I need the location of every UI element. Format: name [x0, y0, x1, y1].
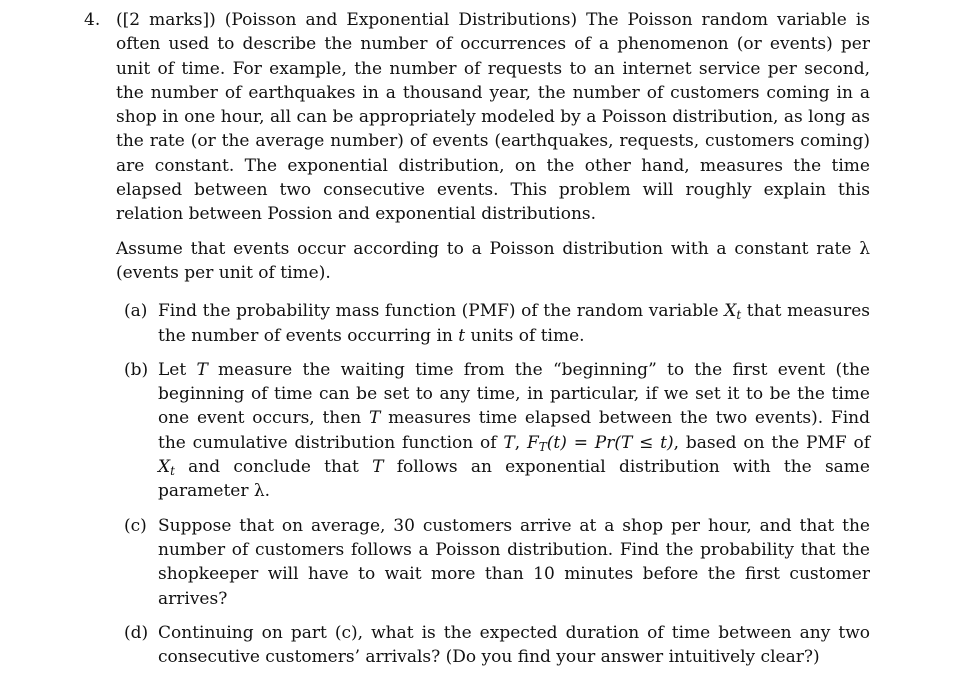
- part-b-text: [158, 358, 870, 504]
- part-d: [124, 621, 870, 670]
- part-a-math-t: t: [458, 325, 466, 346]
- part-a-text-2: that measures the number of events occurring in: [158, 301, 870, 346]
- part-b-text-4: ,: [514, 432, 527, 453]
- part-a-label: (a): [124, 301, 148, 322]
- part-a-text-1: Find the probability mass function (PMF) of the random variable: [158, 301, 725, 322]
- part-b-text-6: and conclude that: [174, 457, 373, 478]
- part-c: [124, 514, 870, 611]
- part-b-math-x: X: [158, 457, 171, 478]
- part-b-math-t3: T: [503, 432, 515, 453]
- part-c-label: (c): [124, 515, 147, 536]
- problem-intro-row: [84, 8, 870, 227]
- part-b-math-cdf: (t) = Pr(T ≤ t): [546, 432, 674, 453]
- part-b-text-7: follows an exponential distribution with the same parameter λ.: [158, 457, 870, 502]
- part-b-text-2: measure the waiting time from the “beginning” to the first event (the beginning of time can be set to any time, in particular, if we set it to be the time one event occurs, then: [158, 359, 870, 429]
- part-a: [124, 299, 870, 348]
- problem-parts: [124, 299, 870, 669]
- part-b-text-5: , based on the PMF of: [673, 432, 871, 453]
- part-c-text: Suppose that on average, 30 customers arrive at a shop per hour, and that the number of customers follows a Poisson distribution. Find the probability that the shopkeeper will have to wait more than 10 minutes before the first customer arrives?: [158, 515, 870, 609]
- part-a-text: [158, 299, 870, 348]
- part-b-math-f: F: [526, 432, 539, 453]
- part-b-math-f-sub: T: [538, 439, 547, 454]
- problem-intro: ([2 marks]) (Poisson and Exponential Distributions) The Poisson random variable is often used to describe the number of occurrences of a phenomenon (or events) per unit of time. For example, the number of requests to an internet service per second, the number of earthquakes in a thousand year, the number of customers coming in a shop in one hour, all can be appropriately modeled by a Poisson distribution, as long as the rate (or the average number) of events (earthquakes, requests, customers coming) are constant. The exponential distribution, on the other hand, measures the time elapsed between two consecutive events. This problem will roughly explain this relation between Possion and exponential distributions.: [116, 10, 870, 225]
- part-d-text: Continuing on part (c), what is the expected duration of time between any two consecutive customers’ arrivals? (Do you find your answer intuitively clear?): [158, 622, 870, 668]
- problem-assumption: Assume that events occur according to a Poisson distribution with a constant rate λ (events per unit of time).: [116, 238, 870, 283]
- part-b-label: (b): [124, 359, 149, 380]
- problem-number: 4.: [84, 10, 101, 30]
- part-b-math-t1: T: [196, 359, 208, 380]
- part-b-math-t2: T: [369, 408, 381, 429]
- part-b-math-x-sub: t: [170, 464, 175, 479]
- part-b-text-1: Let: [158, 359, 197, 380]
- part-d-label: (d): [124, 622, 149, 643]
- problem-4: [84, 8, 870, 679]
- part-a-math-x: X: [724, 301, 737, 322]
- part-b-math-t4: T: [372, 457, 384, 478]
- part-b: [124, 358, 870, 504]
- part-b-text-3: measures time elapsed between the two events). Find the cumulative distribution function of: [158, 408, 870, 453]
- part-a-text-3: units of time.: [465, 325, 585, 346]
- part-a-math-x-sub: t: [736, 308, 742, 323]
